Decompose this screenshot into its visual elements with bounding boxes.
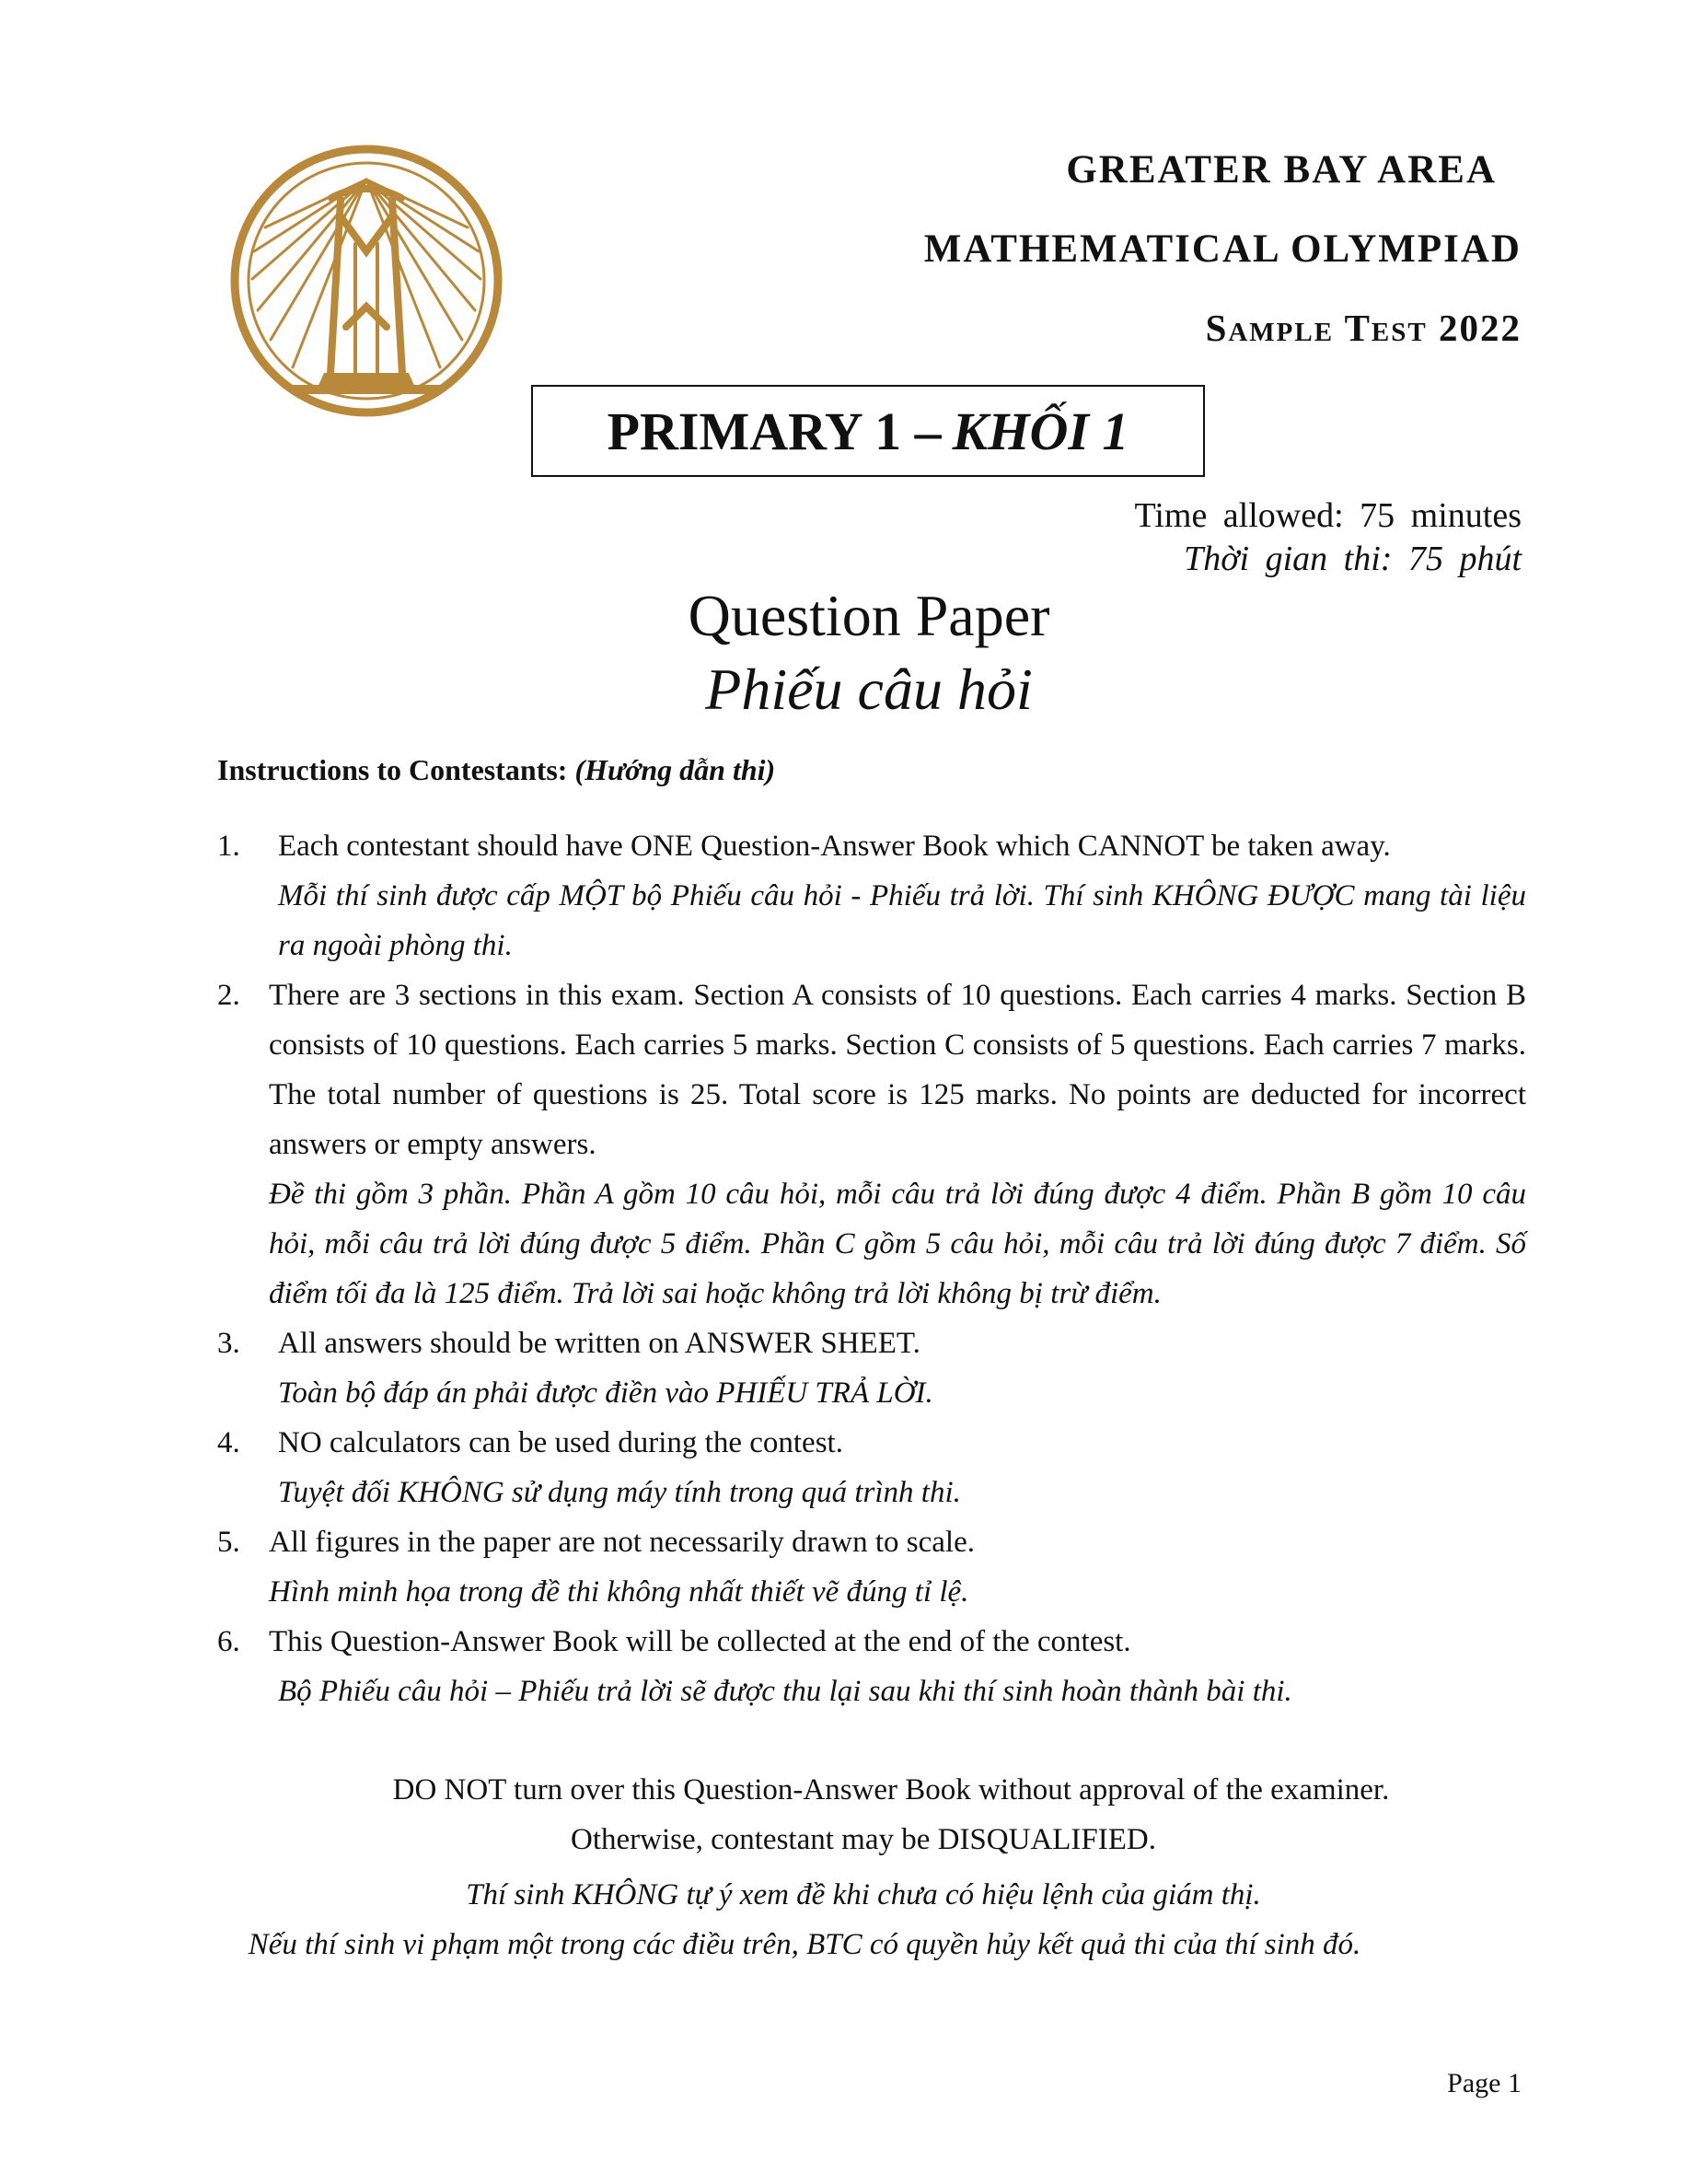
list-item [217, 1319, 1526, 1418]
olympiad-logo [228, 143, 504, 419]
item-number: 2. [217, 979, 240, 1012]
page-number: Page 1 [1447, 2068, 1522, 2098]
header-sample-test [1206, 306, 1522, 350]
title-vi: Phiếu câu hỏi [705, 656, 1033, 722]
item-text-en: NO calculators can be used during the contest. [278, 1426, 843, 1459]
warning-vi-2: Nếu thí sinh vi phạm một trong các điều trên, BTC có quyền hủy kết quả thi của thí sinh đó. [248, 1928, 1361, 1961]
item-number: 1. [217, 830, 240, 863]
item-text-vi: Toàn bộ đáp án phải được điền vào PHIẾU TRẢ LỜI. [278, 1377, 933, 1410]
item-text-en: This Question-Answer Book will be collected at the end of the contest. [269, 1625, 1131, 1658]
instructions-label-vi: (Hướng dẫn thi) [574, 753, 776, 786]
grade-vi: KHỐI 1 [952, 401, 1129, 461]
item-text-vi: Bộ Phiếu câu hỏi – Phiếu trả lời sẽ được thu lại sau khi thí sinh hoàn thành bài thi. [278, 1675, 1292, 1708]
item-number: 6. [217, 1625, 240, 1658]
header-line-1: GREATER BAY AREA [1066, 148, 1497, 192]
sample-test-label: Sample Test [1205, 307, 1428, 349]
instructions-heading [217, 753, 775, 787]
item-number: 4. [217, 1426, 240, 1459]
instructions-label: Instructions to Contestants: [217, 753, 568, 786]
item-text-vi: Đề thi gồm 3 phần. Phần A gồm 10 câu hỏi, mỗi câu trả lời đúng được 4 điểm. Phần B gồm 10 câu hỏi, mỗi câu trả lời đúng được 5 điểm. Phần C gồm 5 câu hỏi, mỗi câu trả lời đúng được 7 điểm. Số điểm tối đa là 125 điểm. Trả lời sai hoặc không trả lời không bị trừ điểm. [269, 1178, 1526, 1310]
time-allowed-en: Time allowed: 75 minutes [1134, 496, 1522, 535]
sample-test-year: 2022 [1439, 307, 1522, 349]
item-number: 5. [217, 1526, 240, 1559]
item-text-vi: Hình minh họa trong đề thi không nhất thiết vẽ đúng tỉ lệ. [269, 1575, 969, 1609]
warning-vi-1: Thí sinh KHÔNG tự ý xem đề khi chưa có hiệu lệnh của giám thị. [466, 1878, 1261, 1911]
warning-en-2: Otherwise, contestant may be DISQUALIFIED. [570, 1823, 1157, 1856]
item-text-vi: Mỗi thí sinh được cấp MỘT bộ Phiếu câu hỏi - Phiếu trả lời. Thí sinh KHÔNG ĐƯỢC mang tài liệu ra ngoài phòng thi. [278, 879, 1526, 962]
item-text-en: There are 3 sections in this exam. Section A consists of 10 questions. Each carries 4 marks. Section B consists of 10 questions. Each carries 5 marks. Section C consists of 5 questions. Each carries 7 marks. The total number of questions is 25. Total score is 125 marks. No points are deducted for incorrect answers or empty answers. [269, 979, 1526, 1161]
title-en: Question Paper [688, 583, 1050, 648]
item-text-vi: Tuyệt đối KHÔNG sử dụng máy tính trong quá trình thi. [278, 1476, 961, 1509]
list-item [217, 970, 1526, 1319]
instruction-list [217, 821, 1526, 1716]
item-text-en: All figures in the paper are not necessarily drawn to scale. [269, 1526, 975, 1559]
time-allowed-vi: Thời gian thi: 75 phút [1184, 540, 1522, 578]
item-text-en: Each contestant should have ONE Question-Answer Book which CANNOT be taken away. [278, 830, 1391, 863]
list-item [217, 1418, 1526, 1517]
item-text-en: All answers should be written on ANSWER SHEET. [278, 1327, 920, 1360]
list-item [217, 1617, 1526, 1716]
list-item [217, 821, 1526, 970]
warning-en-1: DO NOT turn over this Question-Answer Book without approval of the examiner. [392, 1773, 1390, 1806]
grade-box [531, 385, 1205, 477]
header-line-2: MATHEMATICAL OLYMPIAD [923, 227, 1522, 271]
list-item [217, 1517, 1526, 1617]
item-number: 3. [217, 1327, 240, 1360]
grade-en: PRIMARY 1 – [607, 401, 942, 461]
